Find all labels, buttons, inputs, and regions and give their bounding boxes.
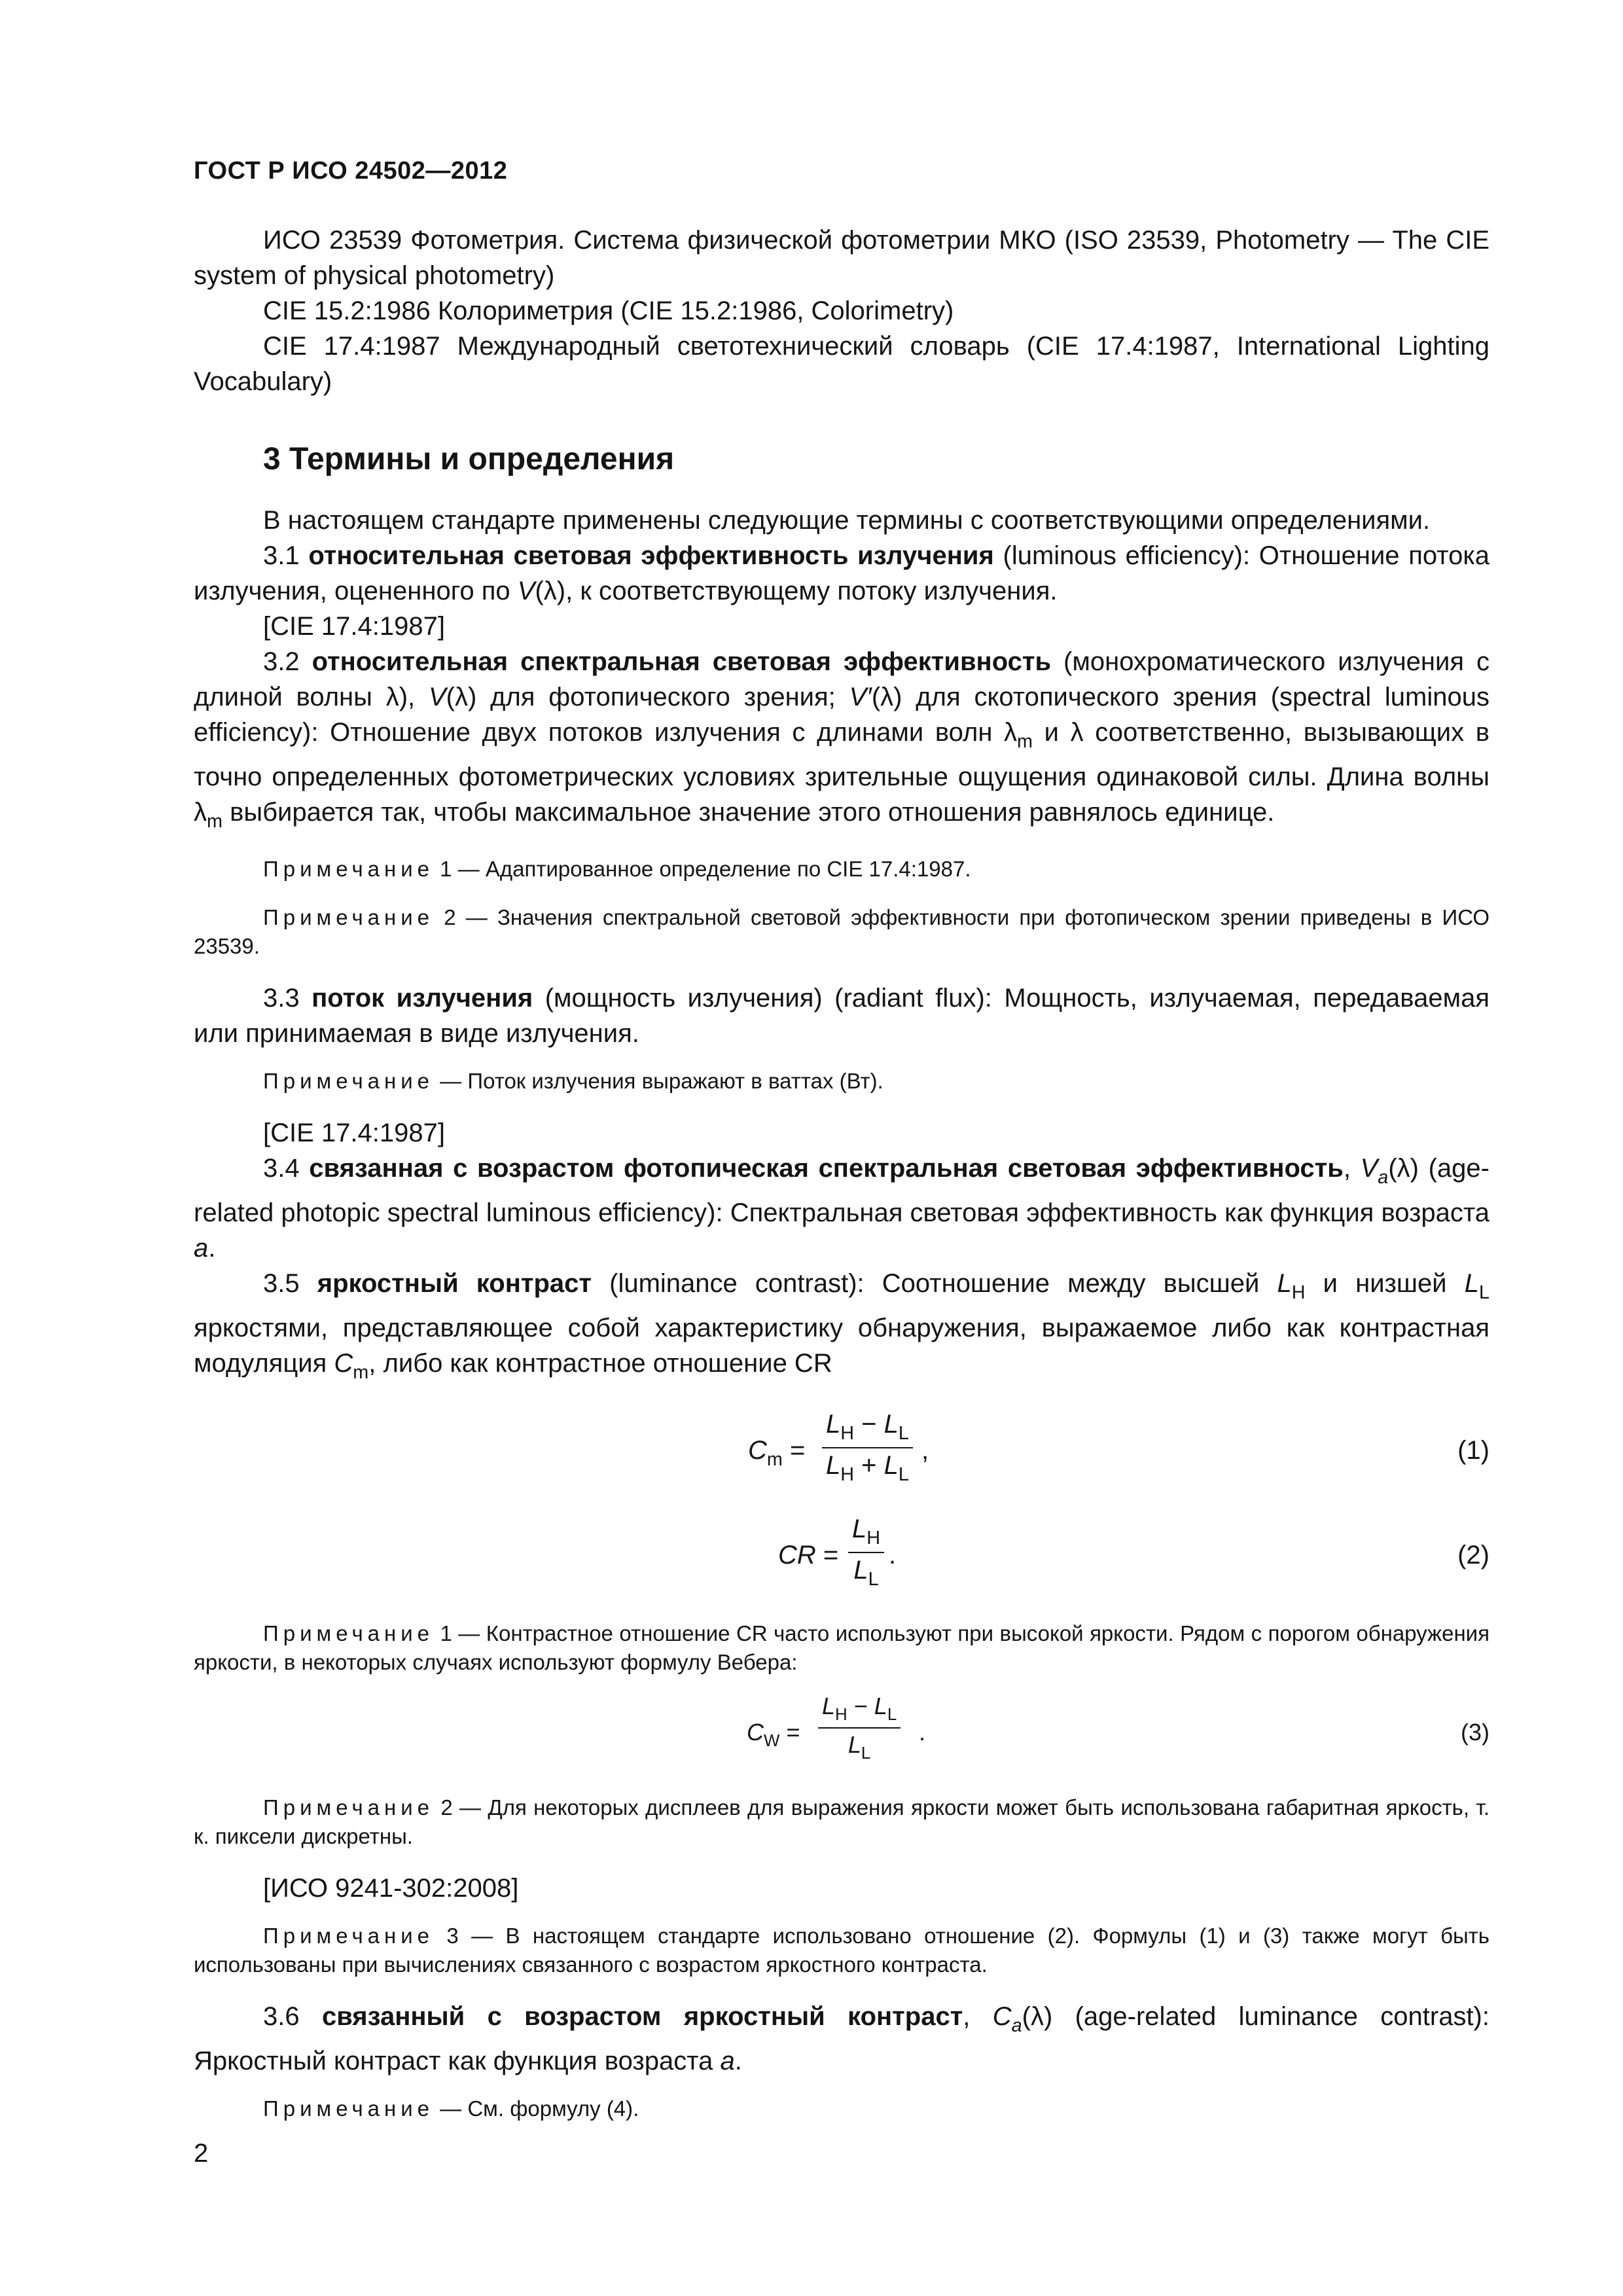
term-3-5: 3.5 яркостный контраст (luminance contrast): Соотношение между высшей $L_H$ и низшей $L_L$ яркостями, представляющее собой характеристику обнаружения, выражаемое либо как контрастная модуляция $C_m$, либо как контрастное отношение CR — [194, 1269, 1489, 1384]
term-3-2-note-1: Примечание 1 — Адаптированное определение по CIE 17.4:1987. — [263, 857, 971, 882]
term-3-4: 3.4 связанная с возрастом фотопическая спектральная световая эффективность, $V_a(\lambda)$ (age-related photopic spectral luminous efficiency): Спектральная световая эффективность как функция возраста a. — [194, 1154, 1489, 1263]
formula-2: CR = $\frac{L_H}{L_L}$ . (2) — [778, 1515, 1489, 1590]
formula-2-number: (2) — [1457, 1541, 1489, 1570]
term-3-5-note-3: Примечание 3 — В настоящем стандарте использовано отношение (2). Формулы (1) и (3) также могут быть использованы при вычислениях связанного с возрастом яркостного контраста. — [194, 1924, 1489, 1977]
formula-1-number: (1) — [1457, 1436, 1489, 1465]
term-3-2: 3.2 относительная спектральная световая эффективность (монохроматического излучения с длиной волны λ), V(λ) для фотопического зрения; V′(λ) для скотопического зрения (spectral luminous efficiency): Отношение двух потоков излучения с длинами волн $\lambda_m$ и λ соответственно, вызывающих в точно определенных фотометрических условиях зрительные ощущения одинаковой силы. Длина волны $\lambda_m$ выбирается так, чтобы максимальное значение этого отношения равнялось единице. — [194, 647, 1490, 833]
document-header: ГОСТ Р ИСО 24502—2012 — [194, 157, 508, 185]
reference-cie-15-2: CIE 15.2:1986 Колориметрия (CIE 15.2:1986, Colorimetry) — [263, 296, 954, 325]
term-3-3: 3.3 поток излучения (мощность излучения) (radiant flux): Мощность, излучаемая, передаваемая или принимаемая в виде излучения. — [194, 984, 1489, 1049]
term-3-1: 3.1 относительная световая эффективность излучения (luminous efficiency): Отношение потока излучения, оцененного по V(λ), к соответствующему потоку излучения. — [194, 541, 1489, 605]
term-3-6: 3.6 связанный с возрастом яркостный контраст, $C_a(\lambda)$ (age-related luminance contrast): Яркостный контраст как функция возраста a. — [194, 2002, 1489, 2076]
term-3-5-note-1: Примечание 1 — Контрастное отношение CR часто используют при высокой яркости. Рядом с порогом обнаружения яркости, в некоторых случаях используют формулу Вебера: — [194, 1621, 1489, 1675]
term-3-5-note-2: Примечание 2 — Для некоторых дисплеев для выражения яркости может быть использована габаритная яркость, т. к. пиксели дискретны. — [194, 1795, 1489, 1849]
term-3-6-note: Примечание — См. формулу (4). — [263, 2096, 639, 2121]
formula-1: $C_m$ = $\frac{L_H - L_L}{L_H + L_L}$ , (1) — [748, 1410, 1489, 1486]
page-number: 2 — [194, 2139, 209, 2168]
term-3-1-name: относительная световая эффективность излучения — [308, 541, 994, 570]
term-3-1-source: [CIE 17.4:1987] — [263, 612, 445, 641]
section-title: 3 Термины и определения — [263, 442, 675, 476]
document-body — [194, 223, 1489, 2123]
reference-cie-17-4: CIE 17.4:1987 Международный светотехнический словарь (CIE 17.4:1987, International Lighting Vocabulary) — [194, 332, 1489, 396]
term-3-2-name: относительная спектральная световая эффективность — [312, 647, 1052, 676]
term-3-5-name: яркостный контраст — [317, 1269, 592, 1299]
term-3-3-note: Примечание — Поток излучения выражают в ваттах (Вт). — [263, 1069, 883, 1094]
term-3-5-source: [ИСО 9241-302:2008] — [263, 1874, 519, 1903]
reference-iso-23539: ИСО 23539 Фотометрия. Система физической фотометрии МКО (ISO 23539, Photometry — The CIE system of physical photometry) — [194, 226, 1489, 290]
formula-3-number: (3) — [1461, 1719, 1489, 1746]
term-3-2-note-2: Примечание 2 — Значения спектральной световой эффективности при фотопическом зрении приведены в ИСО 23539. — [194, 905, 1489, 959]
formula-3: $C_W$ = $\frac{L_H - L_L}{L_L}$ . (3) — [747, 1693, 1489, 1763]
term-3-4-name: связанная с возрастом фотопическая спектральная световая эффективность — [309, 1154, 1344, 1183]
term-3-3-name: поток излучения — [312, 984, 533, 1013]
term-3-6-name: связанный с возрастом яркостный контраст — [321, 2002, 963, 2032]
term-3-3-source: [CIE 17.4:1987] — [263, 1119, 445, 1148]
section-intro: В настоящем стандарте применены следующие термины с соответствующими определениями. — [263, 506, 1431, 535]
